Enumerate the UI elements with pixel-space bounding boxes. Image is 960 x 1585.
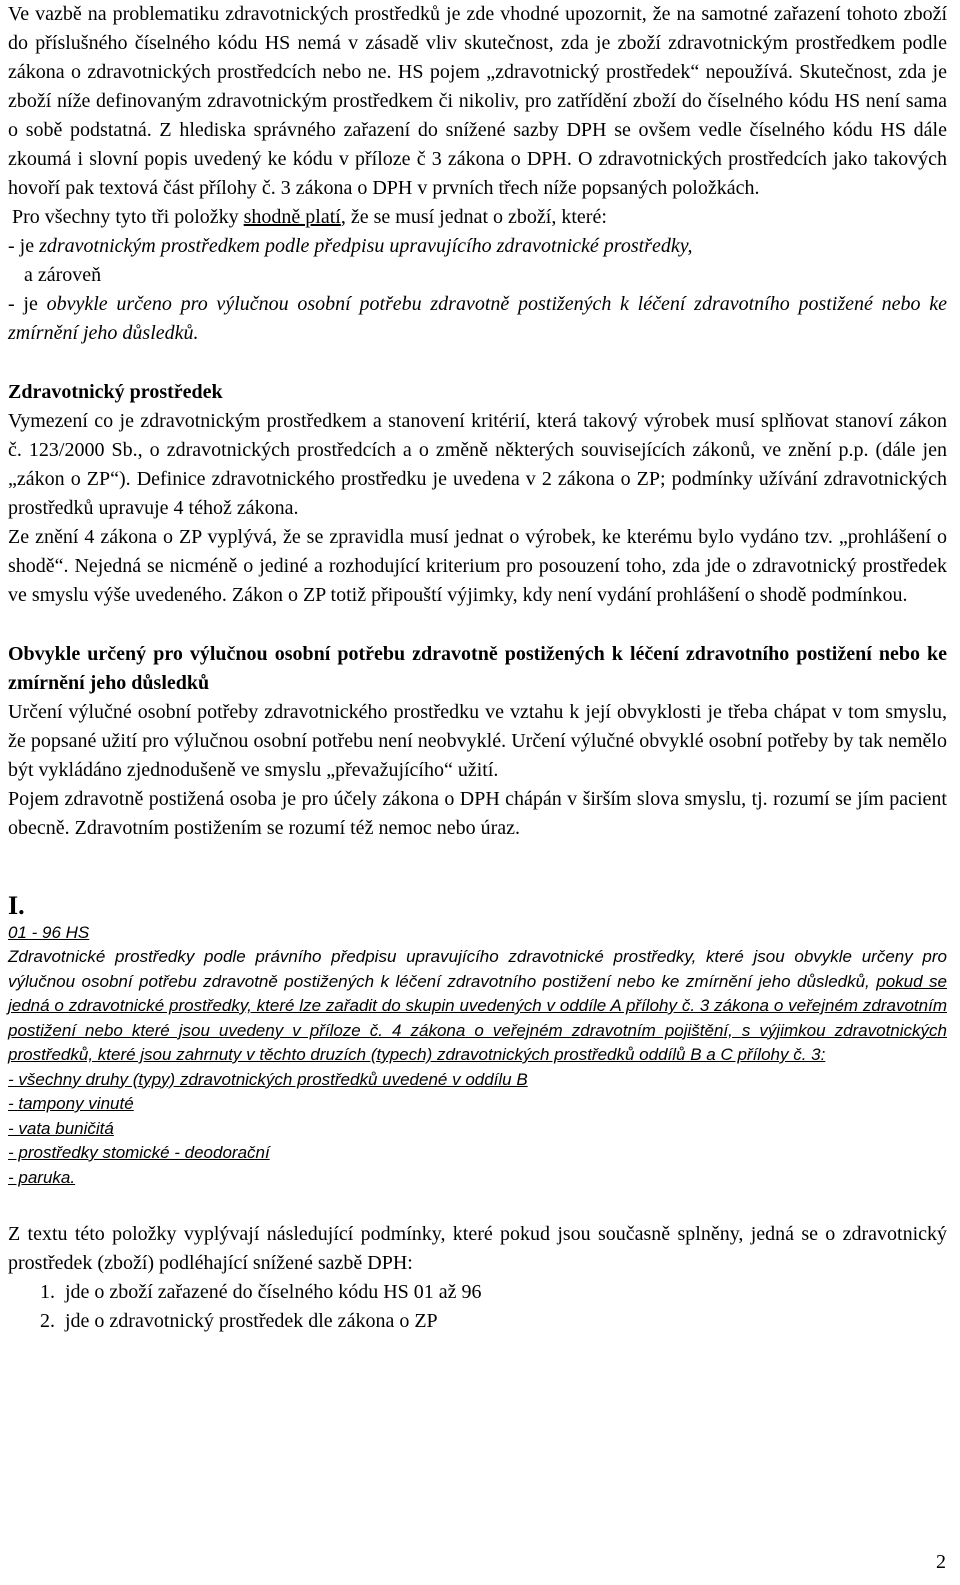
intro-section — [8, 0, 947, 348]
section-paragraph: Pojem zdravotně postižená osoba je pro účely zákona o DPH chápán v širším slova smyslu, tj. rozumí se jím pacient obecně. Zdravotním postižením se rozumí též nemoc nebo úraz. — [8, 788, 947, 839]
intro-paragraph: Ve vazbě na problematiku zdravotnických prostředků je zde vhodné upozornit, že na samotné zařazení tohoto zboží do příslušného číselného kódu HS nemá v zásadě vliv skutečnost, zda je zboží zdravotnickým prostředkem podle zákona o zdravotnických prostředcích nebo ne. HS pojem „zdravotnický prostředek“ nepoužívá. Skutečnost, zda je zboží níže definovaným zdravotnickým prostředkem či nikoliv, pro zatřídění zboží do číselného kódu HS není sama o sobě podstatná. Z hlediska správného zařazení do snížené sazby DPH se ovšem vedle číselného kódu HS dále zkoumá i slovní popis uvedený ke kódu v příloze č 3 zákona o DPH. O zdravotnických prostředcích jako takových hovoří pak textová část přílohy č. 3 zákona o DPH v prvních třech níže popsaných položkách. — [8, 3, 947, 199]
page-number: 2 — [936, 1551, 946, 1573]
conditions-section — [8, 1220, 947, 1336]
document-page — [8, 0, 947, 1336]
condition-text-underlined: shodně platí — [243, 206, 341, 228]
list-item — [8, 1307, 947, 1336]
exception-item: - vata buničitá — [8, 1118, 114, 1138]
section-medical-device — [8, 378, 947, 610]
exception-item: - prostředky stomické - deodorační — [8, 1143, 270, 1162]
items-condition-paragraph — [8, 203, 947, 232]
bullet-text: obvykle určeno pro výlučnou osobní potřebu zdravotně postižených k léčení zdravotního postižené nebo ke zmírnění jeho důsledků. — [8, 293, 947, 344]
bullet-dash: - je — [8, 235, 40, 257]
condition-join: a zároveň — [24, 264, 102, 286]
section-paragraph: Určení výlučné osobní potřeby zdravotnického prostředku ve vztahu k její obvyklosti je třeba chápat v tom smyslu, že popsané užití pro výlučnou osobní potřebu není neobvyklé. Určení výlučné obvyklé osobní potřeby by tak nemělo být vykládáno zjednodušeně ve smyslu „převažujícího“ užití. — [8, 701, 947, 781]
condition-text-end: , že se musí jednat o zboží, které: — [340, 206, 607, 228]
item-description — [8, 945, 947, 1068]
bullet-text: zdravotnickým prostředkem podle předpisu upravujícího zdravotnické prostředky, — [39, 235, 693, 257]
condition-bullet-2 — [8, 290, 947, 348]
list-number: 2. — [40, 1310, 55, 1332]
condition-text-start: Pro všechny tyto tři položky — [12, 206, 244, 228]
list-text: jde o zboží zařazené do číselného kódu HS 01 až 96 — [65, 1281, 482, 1303]
item-description-underlined: pokud se jedná o zdravotnické prostředky, které lze zařadit do skupin uvedených v oddíle A přílohy č. 3 zákona o veřejném zdravotním postižení nebo které jsou uvedeny v příloze č. 4 zákona o veřejném zdravotním pojištění, s výjimkou zdravotnických prostředků, které jsou zahrnuty v těchto druzích (typech) zdravotnických prostředků oddílů B a C přílohy č. 3: — [8, 971, 947, 1064]
conditions-intro: Z textu této položky vyplývají následující podmínky, které pokud jsou současně splněny, jedná se o zdravotnický prostředek (zboží) podléhající snížené sazbě DPH: — [8, 1223, 947, 1274]
section-number: I. — [8, 891, 25, 920]
list-item — [8, 1278, 947, 1307]
condition-bullet-1 — [8, 232, 947, 261]
list-text: jde o zdravotnický prostředek dle zákona o ZP — [65, 1310, 438, 1332]
section-paragraph: Ze znění 4 zákona o ZP vyplývá, že se zpravidla musí jednat o výrobek, ke kterému bylo vydáno tzv. „prohlášení o shodě“. Nejedná se nicméně o jediné a rozhodující kriterium pro posouzení toho, zda jde o zdravotnický prostředek ve smyslu výše uvedeného. Zákon o ZP totiž připouští výjimky, kdy není vydání prohlášení o shodě podmínkou. — [8, 526, 947, 606]
section-one — [8, 891, 947, 1190]
section-heading: Zdravotnický prostředek — [8, 381, 223, 403]
exception-item: - všechny druhy (typy) zdravotnických prostředků uvedené v oddílu B — [8, 1069, 528, 1089]
exception-item: - paruka. — [8, 1167, 76, 1187]
hs-code-range: 01 - 96 HS — [8, 923, 90, 942]
section-personal-use — [8, 640, 947, 843]
section-heading: Obvykle určený pro výlučnou osobní potřebu zdravotně postižených k léčení zdravotního postižení nebo ke zmírnění jeho důsledků — [8, 643, 947, 694]
conditions-list — [8, 1278, 947, 1336]
exception-item: - tampony vinuté — [8, 1094, 134, 1113]
item-description-plain: Zdravotnické prostředky podle právního předpisu upravujícího zdravotnické prostředky, které jsou obvykle určeny pro výlučnou osobní potřebu zdravotně postižených k léčení zdravotního postižení nebo ke zmírnění jeho důsledků, — [8, 947, 947, 991]
section-paragraph: Vymezení co je zdravotnickým prostředkem a stanovení kritérií, která takový výrobek musí splňovat stanoví zákon č. 123/2000 Sb., o zdravotnických prostředcích a o změně některých souvisejících zákonů, ve znění p.p. (dále jen „zákon o ZP“). Definice zdravotnického prostředku je uvedena v 2 zákona o ZP; podmínky užívání zdravotnických prostředků upravuje 4 téhož zákona. — [8, 410, 947, 519]
list-number: 1. — [40, 1281, 55, 1303]
bullet-dash: - je — [8, 293, 47, 315]
